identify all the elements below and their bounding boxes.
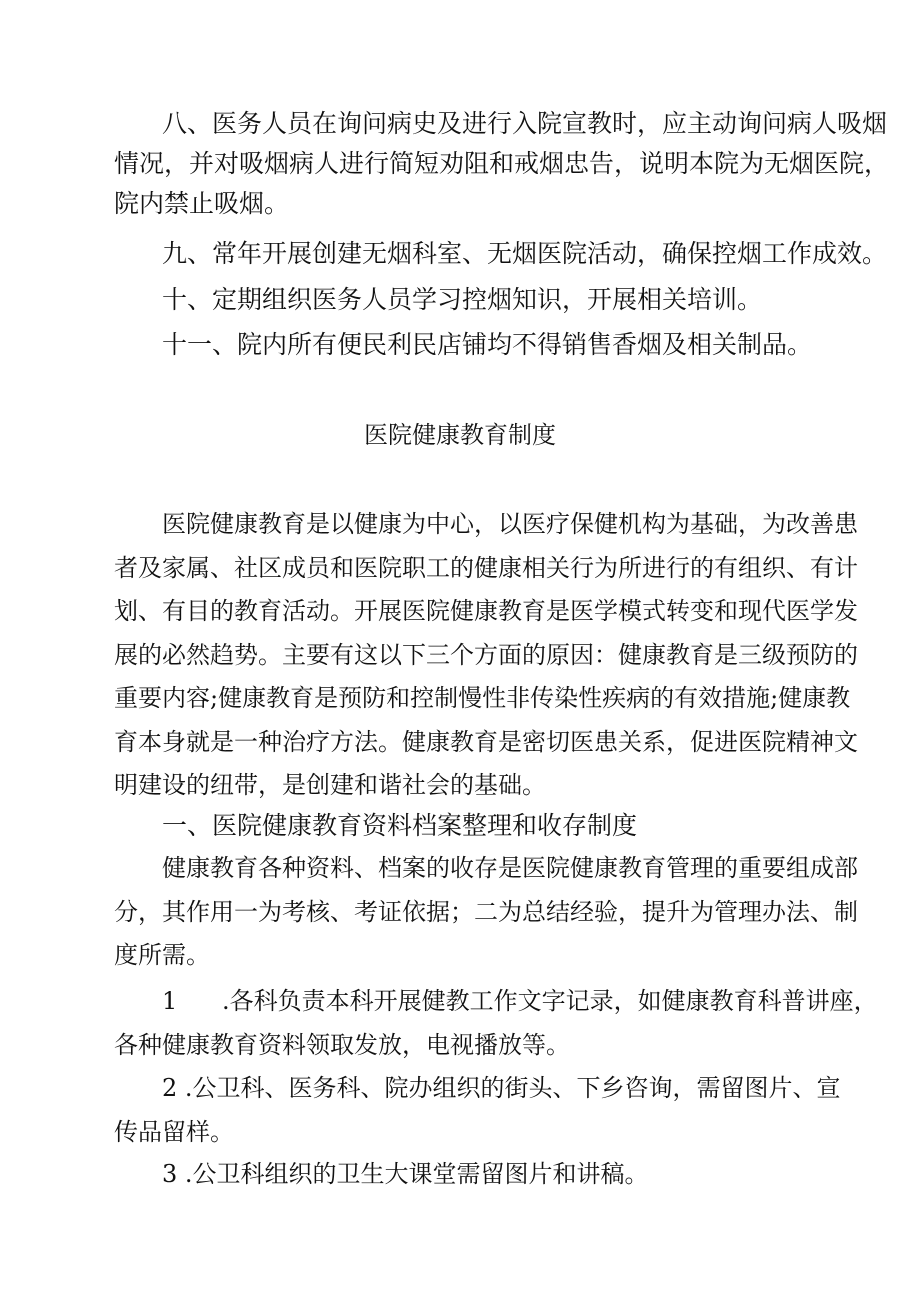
sub-1-description xyxy=(114,847,858,978)
sub-1-desc-line-1: 健康教育各种资料、档案的收存是医院健康教育管理的重要组成部 xyxy=(162,854,858,882)
intro-line-5: 重要内容;健康教育是预防和控制慢性非传染性疾病的有效措施;健康教 xyxy=(114,684,851,712)
list-item-1-line-2: 各种健康教育资料领取发放，电视播放等。 xyxy=(114,1030,570,1059)
smoke-rule-item-8-line-2: 情况，并对吸烟病人进行简短劝阻和戒烟忠告，说明本院为无烟医院， xyxy=(114,149,890,178)
section-title: 医院健康教育制度 xyxy=(364,421,556,449)
sub-1-desc-line-2: 分，其作用一为考核、考证依据；二为总结经验，提升为管理办法、制 xyxy=(114,897,858,926)
smoke-rule-item-9: 九、常年开展创建无烟科室、无烟医院活动，确保控烟工作成效。 xyxy=(162,239,888,268)
smoke-rule-item-10: 十、定期组织医务人员学习控烟知识，开展相关培训。 xyxy=(162,285,763,314)
list-item-1-number: 1 xyxy=(162,987,178,1015)
sub-1-desc-line-3: 度所需。 xyxy=(114,941,210,969)
list-item-2-text-1: .公卫科、医务科、院办组织的街头、下乡咨询，需留图片、宣 xyxy=(184,1074,841,1102)
sub-heading-1: 一、医院健康教育资料档案整理和收存制度 xyxy=(162,811,638,840)
intro-line-4: 展的必然趋势。主要有这以下三个方面的原因：健康教育是三级预防的 xyxy=(114,640,858,669)
list-item-2-line-1 xyxy=(114,1067,841,1111)
list-item-2-line-2: 传品留样。 xyxy=(114,1117,234,1146)
list-item-2-number: 2 xyxy=(162,1074,178,1102)
list-item-3-line-1 xyxy=(114,1153,824,1197)
list-item-2 xyxy=(114,1067,841,1154)
list-item-3-number: 3 xyxy=(162,1160,178,1188)
smoke-rule-item-8-line-1: 八、医务人员在询问病史及进行入院宣教时，应主动询问病人吸烟 xyxy=(162,109,888,138)
list-item-1-line-1 xyxy=(114,980,878,1024)
smoke-rule-item-11: 十一、院内所有便民利民店铺均不得销售香烟及相关制品。 xyxy=(162,330,813,359)
intro-line-6: 育本身就是一种治疗方法。健康教育是密切医患关系，促进医院精神文 xyxy=(114,727,858,756)
smoke-rule-item-8 xyxy=(114,104,890,224)
smoke-rule-item-8-line-3: 院内禁止吸烟。 xyxy=(114,189,290,218)
list-item-1-text-1: .各科负责本科开展健教工作文字记录，如健康教育科普讲座， xyxy=(222,987,878,1015)
list-item-3-text-1: .公卫科组织的卫生大课堂需留图片和讲稿。 xyxy=(184,1160,649,1188)
intro-line-2: 者及家属、社区成员和医院职工的健康相关行为所进行的有组织、有计 xyxy=(114,553,858,582)
intro-line-3: 划、有目的教育活动。开展医院健康教育是医学模式转变和现代医学发 xyxy=(114,597,858,625)
list-item-3 xyxy=(114,1153,824,1197)
intro-line-1: 医院健康教育是以健康为中心，以医疗保健机构为基础，为改善患 xyxy=(162,510,858,538)
intro-line-7: 明建设的纽带，是创建和谐社会的基础。 xyxy=(114,771,546,799)
intro-paragraph xyxy=(114,503,858,808)
list-item-1 xyxy=(114,980,878,1067)
